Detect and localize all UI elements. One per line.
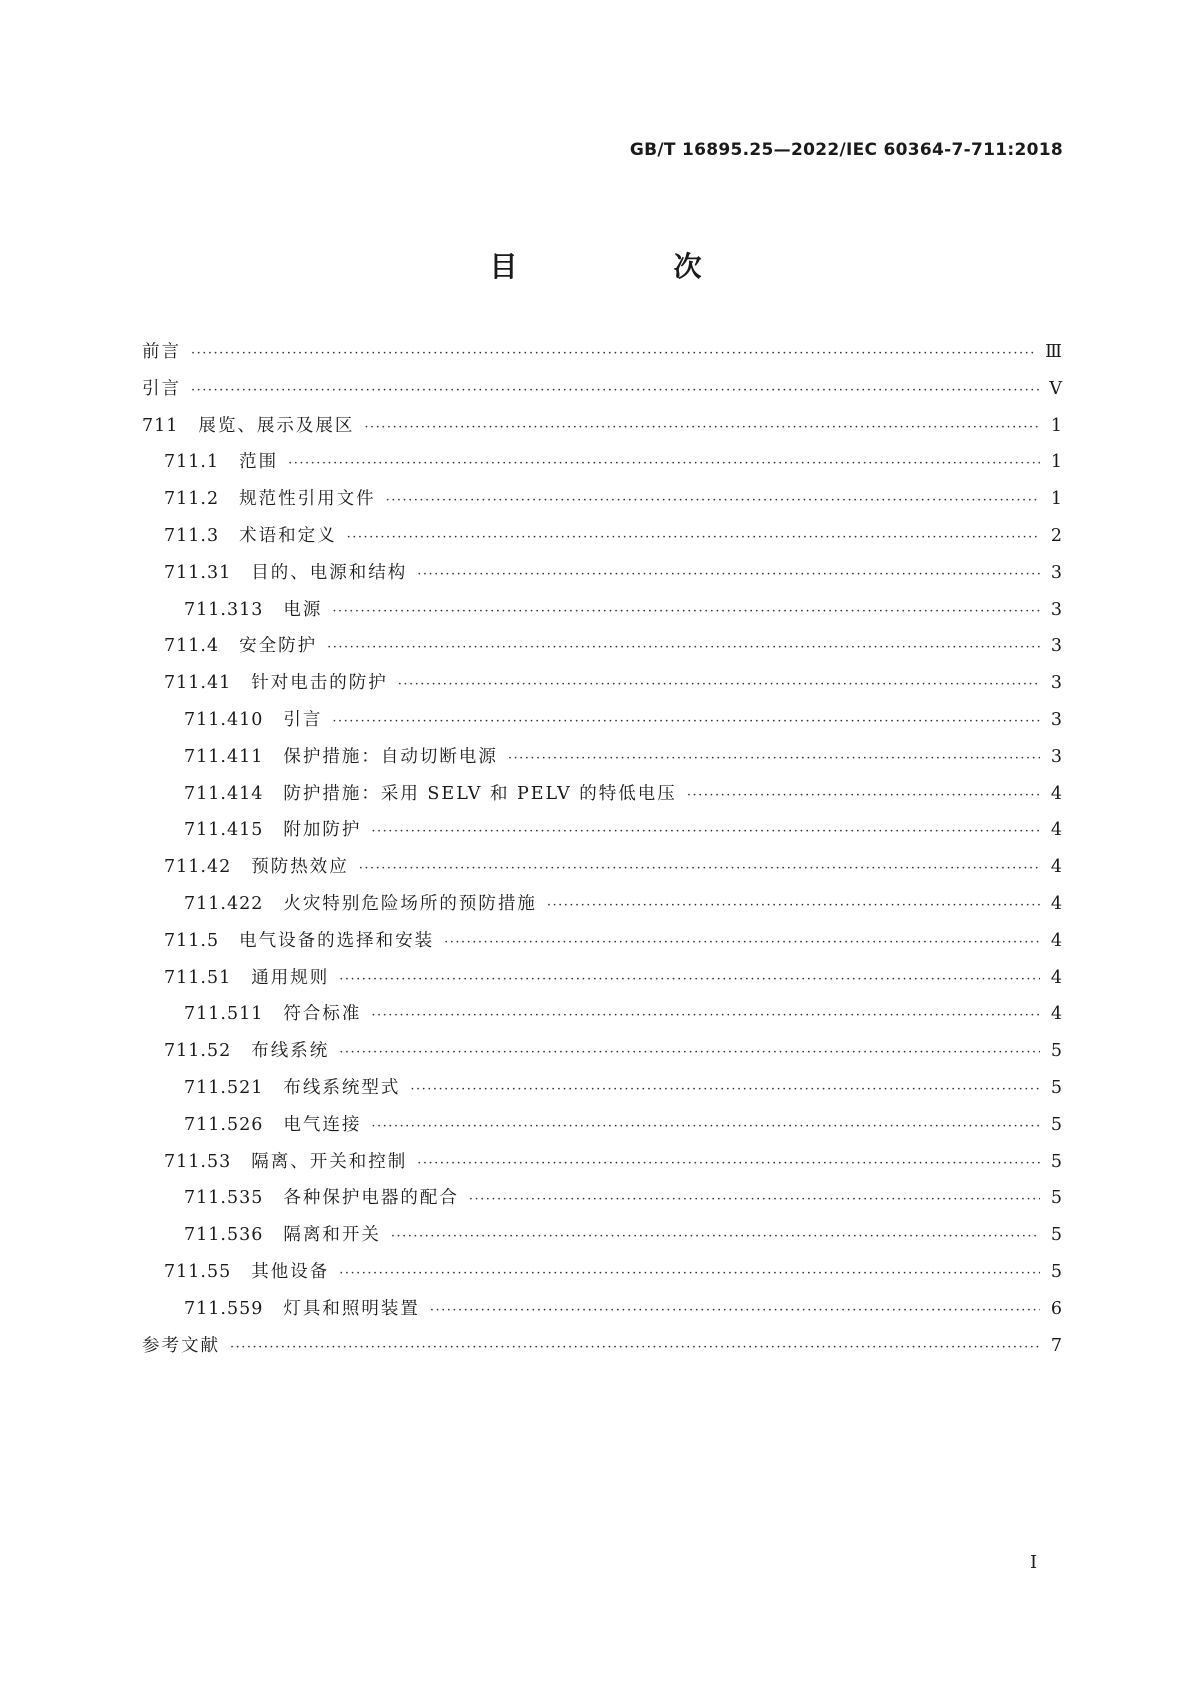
toc-entry-page: 7 bbox=[1050, 1335, 1062, 1356]
toc-leader-dots bbox=[430, 1303, 1040, 1318]
toc-entry-page: 5 bbox=[1050, 1114, 1062, 1135]
toc-entry-number: 711.414 bbox=[184, 783, 264, 804]
toc-entry-title: 目的、电源和结构 bbox=[251, 562, 408, 583]
toc-leader-dots bbox=[347, 530, 1040, 545]
toc-entry-number: 711.51 bbox=[164, 967, 232, 988]
toc-entry-page: 5 bbox=[1050, 1077, 1062, 1098]
toc-leader-dots bbox=[398, 677, 1040, 692]
toc-entry-number: 711.52 bbox=[164, 1041, 232, 1062]
toc-entry-number: 711.511 bbox=[184, 1004, 264, 1025]
toc-leader-dots bbox=[371, 1008, 1040, 1023]
page-folio: Ⅰ bbox=[1030, 1552, 1038, 1573]
toc-entry-number: 711.55 bbox=[164, 1261, 232, 1282]
toc-entry[interactable] bbox=[142, 1037, 1062, 1074]
toc-entry-number: 711.5 bbox=[164, 930, 220, 951]
toc-entry-number: 711.31 bbox=[164, 562, 232, 583]
toc-entry-page: 4 bbox=[1050, 893, 1062, 914]
toc-entry-number: 711.411 bbox=[184, 746, 264, 767]
toc-entry[interactable] bbox=[142, 596, 1062, 633]
toc-entry[interactable] bbox=[142, 375, 1062, 412]
toc-entry[interactable] bbox=[142, 1332, 1062, 1369]
toc-leader-dots bbox=[191, 346, 1037, 361]
toc-entry-page: 3 bbox=[1050, 673, 1062, 694]
toc-entry-page: 4 bbox=[1050, 967, 1062, 988]
toc-entry-title: 布线系统型式 bbox=[283, 1077, 401, 1098]
toc-entry-number: 711 bbox=[142, 415, 179, 436]
toc-entry-title: 针对电击的防护 bbox=[251, 673, 388, 694]
toc-entry-title: 保护措施：自动切断电源 bbox=[283, 746, 498, 767]
toc-entry[interactable] bbox=[142, 338, 1062, 375]
toc-leader-dots bbox=[339, 1266, 1040, 1281]
toc-entry[interactable] bbox=[142, 706, 1062, 743]
toc-entry-title: 术语和定义 bbox=[239, 525, 337, 546]
toc-entry[interactable] bbox=[142, 927, 1062, 964]
toc-entry[interactable] bbox=[142, 1074, 1062, 1111]
toc-entry-number: 711.422 bbox=[184, 893, 264, 914]
toc-entry-page: 5 bbox=[1050, 1261, 1062, 1282]
toc-entry[interactable] bbox=[142, 1000, 1062, 1037]
toc-entry-number: 711.1 bbox=[164, 452, 220, 473]
toc-entry-title: 电气设备的选择和安装 bbox=[239, 930, 435, 951]
toc-leader-dots bbox=[339, 972, 1040, 987]
toc-leader-dots bbox=[364, 420, 1040, 435]
toc-leader-dots bbox=[508, 751, 1040, 766]
toc-leader-dots bbox=[230, 1340, 1040, 1355]
toc-entry-title: 前言 bbox=[142, 342, 181, 362]
toc-entry-page: 6 bbox=[1050, 1298, 1062, 1319]
toc-entry[interactable] bbox=[142, 1295, 1062, 1332]
toc-entry-title: 展览、展示及展区 bbox=[198, 415, 355, 436]
toc-entry-title: 其他设备 bbox=[251, 1261, 330, 1282]
toc-entry-number: 711.415 bbox=[184, 820, 264, 841]
toc-entry-title: 隔离和开关 bbox=[283, 1225, 381, 1246]
toc-entry-number: 711.41 bbox=[164, 673, 232, 694]
toc-entry-number: 711.521 bbox=[184, 1077, 264, 1098]
toc-entry-number: 711.4 bbox=[164, 636, 220, 657]
toc-entry-page: 3 bbox=[1050, 746, 1062, 767]
toc-entry[interactable] bbox=[142, 412, 1062, 449]
toc-leader-dots bbox=[339, 1045, 1040, 1060]
toc-leader-dots bbox=[469, 1192, 1040, 1207]
toc-entry-title: 隔离、开关和控制 bbox=[251, 1151, 408, 1172]
toc-entry-page: Ⅴ bbox=[1049, 378, 1062, 399]
toc-entry-number: 711.53 bbox=[164, 1151, 232, 1172]
toc-entry-title: 预防热效应 bbox=[251, 857, 349, 878]
toc-entry-title: 安全防护 bbox=[239, 636, 318, 657]
toc-entry[interactable] bbox=[142, 780, 1062, 817]
toc-entry-title: 参考文献 bbox=[142, 1335, 220, 1356]
toc-entry-number: 711.559 bbox=[184, 1298, 264, 1319]
toc-entry[interactable] bbox=[142, 1258, 1062, 1295]
toc-leader-dots bbox=[327, 640, 1040, 655]
toc-entry-number: 711.536 bbox=[184, 1225, 264, 1246]
toc-entry-title: 火灾特别危险场所的预防措施 bbox=[283, 893, 537, 914]
toc-entry-page: 4 bbox=[1050, 930, 1062, 951]
toc-entry[interactable] bbox=[142, 890, 1062, 927]
toc-leader-dots bbox=[332, 714, 1040, 729]
toc-entry-title: 电气连接 bbox=[283, 1114, 362, 1135]
toc-entry-number: 711.410 bbox=[184, 709, 264, 730]
toc-entry-page: 3 bbox=[1050, 636, 1062, 657]
standard-number-header: GB/T 16895.25—2022/IEC 60364-7-711:2018 bbox=[629, 140, 1063, 160]
toc-entry[interactable] bbox=[142, 743, 1062, 780]
toc-entry-title: 范围 bbox=[239, 452, 279, 473]
toc-entry-number: 711.3 bbox=[164, 525, 220, 546]
toc-leader-dots bbox=[417, 1156, 1040, 1171]
toc-entry-title: 引言 bbox=[142, 378, 181, 399]
toc-entry[interactable] bbox=[142, 485, 1062, 522]
toc-entry[interactable] bbox=[142, 816, 1062, 853]
toc-entry-title: 电源 bbox=[283, 599, 323, 620]
toc-entry-page: 5 bbox=[1050, 1188, 1062, 1209]
toc-entry-number: 711.2 bbox=[164, 489, 220, 510]
toc-entry-page: 5 bbox=[1050, 1041, 1062, 1062]
toc-leader-dots bbox=[391, 1229, 1040, 1244]
toc-entry[interactable] bbox=[142, 669, 1062, 706]
toc-entry-number: 711.42 bbox=[164, 857, 232, 878]
toc-entry[interactable] bbox=[142, 522, 1062, 559]
toc-leader-dots bbox=[417, 567, 1040, 582]
toc-entry-page: 4 bbox=[1050, 857, 1062, 878]
toc-leader-dots bbox=[386, 493, 1040, 508]
toc-entry-number: 711.313 bbox=[184, 599, 264, 620]
toc-entry-title: 各种保护电器的配合 bbox=[283, 1188, 459, 1209]
toc-leader-dots bbox=[371, 824, 1040, 839]
toc-leader-dots bbox=[288, 456, 1040, 471]
toc-entry[interactable] bbox=[142, 448, 1062, 485]
toc-entry[interactable] bbox=[142, 853, 1062, 890]
toc-leader-dots bbox=[444, 935, 1040, 950]
toc-entry[interactable] bbox=[142, 1221, 1062, 1258]
toc-entry-number: 711.526 bbox=[184, 1114, 264, 1135]
toc-entry-title: 规范性引用文件 bbox=[239, 489, 376, 510]
toc-entry-title: 符合标准 bbox=[283, 1004, 362, 1025]
toc-entry[interactable] bbox=[142, 632, 1062, 669]
toc-leader-dots bbox=[332, 604, 1040, 619]
toc-entry-page: 2 bbox=[1050, 525, 1062, 546]
toc-entry[interactable] bbox=[142, 1184, 1062, 1221]
toc-entry[interactable] bbox=[142, 1148, 1062, 1185]
toc-leader-dots bbox=[371, 1119, 1040, 1134]
toc-entry-page: 3 bbox=[1050, 599, 1062, 620]
toc-entry-title: 引言 bbox=[283, 709, 323, 730]
toc-entry-page: 5 bbox=[1050, 1151, 1062, 1172]
toc-entry-title: 防护措施：采用 SELV 和 PELV 的特低电压 bbox=[283, 783, 677, 804]
toc-entry-page: 3 bbox=[1050, 709, 1062, 730]
toc-entry[interactable] bbox=[142, 964, 1062, 1001]
toc-entry-page: 1 bbox=[1050, 415, 1062, 436]
toc-leader-dots bbox=[191, 383, 1040, 398]
toc-entry-page: 3 bbox=[1050, 562, 1062, 583]
toc-entry-page: Ⅲ bbox=[1045, 342, 1062, 362]
toc-title: 目 次 bbox=[489, 250, 766, 283]
toc-entry-page: 4 bbox=[1050, 820, 1062, 841]
toc-entry-title: 布线系统 bbox=[251, 1041, 330, 1062]
toc-entry[interactable] bbox=[142, 559, 1062, 596]
toc-leader-dots bbox=[547, 898, 1040, 913]
table-of-contents bbox=[142, 338, 1062, 1368]
toc-entry-title: 附加防护 bbox=[283, 820, 362, 841]
toc-leader-dots bbox=[687, 788, 1040, 803]
toc-leader-dots bbox=[410, 1082, 1040, 1097]
toc-entry-number: 711.535 bbox=[184, 1188, 264, 1209]
toc-entry-page: 4 bbox=[1050, 783, 1062, 804]
toc-entry-title: 灯具和照明装置 bbox=[283, 1298, 420, 1319]
toc-leader-dots bbox=[359, 861, 1040, 876]
toc-entry-page: 1 bbox=[1050, 489, 1062, 510]
toc-entry[interactable] bbox=[142, 1111, 1062, 1148]
toc-entry-page: 4 bbox=[1050, 1004, 1062, 1025]
toc-entry-title: 通用规则 bbox=[251, 967, 330, 988]
toc-entry-page: 5 bbox=[1050, 1225, 1062, 1246]
toc-entry-page: 1 bbox=[1050, 452, 1062, 473]
